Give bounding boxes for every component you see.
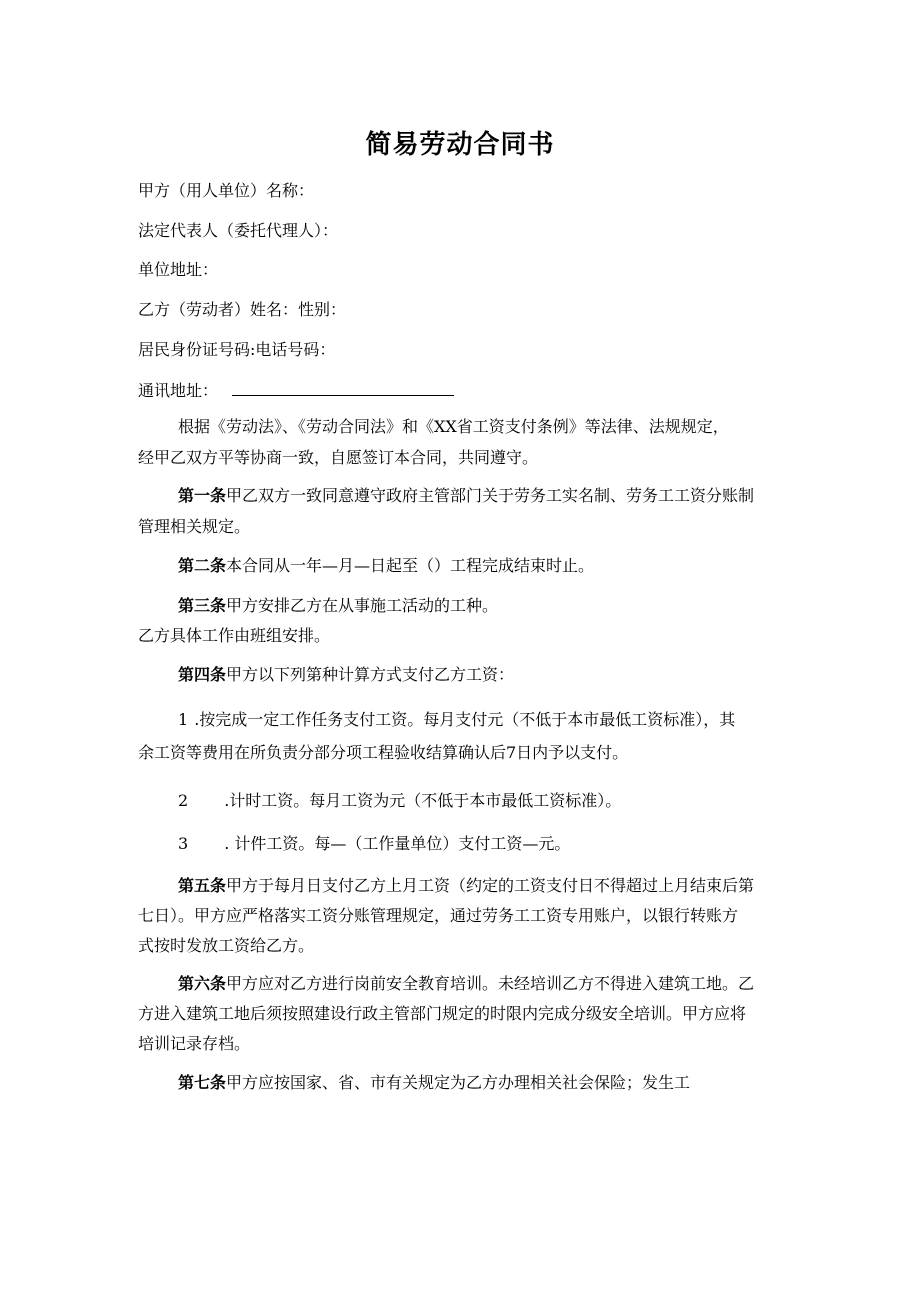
article-7-line-1 [178, 1072, 828, 1094]
article-5-line-2: 七日）。甲方应严格落实工资分账管理规定，通过劳务工工资专用账户，以银行转账方 [138, 906, 739, 925]
article-5-line-1 [178, 875, 828, 897]
article-6-line-3: 培训记录存档。 [138, 1034, 251, 1053]
address-field: 单位地址： [138, 260, 219, 279]
item-2-text: .计时工资。每月工资为元（不低于本市最低工资标准）。 [224, 791, 622, 810]
id-phone-field: 居民身份证号码:电话号码： [138, 340, 336, 359]
item-1-text: .按完成一定工作任务支付工资。每月支付元（不低于本市最低工资标准），其 [194, 710, 736, 729]
article-2-text: 本合同从一年—月—日起至（）工程完成结束时止。 [226, 556, 595, 575]
article-2-heading: 第二条 [178, 556, 227, 575]
article-6-line-1 [178, 973, 828, 995]
article-1-line-1 [178, 485, 828, 507]
article-6-text: 甲方应对乙方进行岗前安全教育培训。未经培训乙方不得进入建筑工地。乙 [226, 974, 755, 993]
article-6-line-2: 方进入建筑工地后须按照建设行政主管部门规定的时限内完成分级安全培训。甲方应将 [138, 1004, 747, 1023]
article-5-heading: 第五条 [178, 876, 227, 895]
article-1-line-2: 管理相关规定。 [138, 517, 251, 536]
item-3-text: . 计件工资。每—（工作量单位）支付工资—元。 [224, 834, 571, 853]
preamble-line-2: 经甲乙双方平等协商一致，自愿签订本合同，共同遵守。 [138, 448, 539, 467]
article-5-line-3: 式按时发放工资给乙方。 [138, 936, 315, 955]
item-3-number: 3 [178, 834, 189, 853]
article-4-heading: 第四条 [178, 665, 227, 684]
article-1-heading: 第一条 [178, 486, 227, 505]
article-4-text: 甲方以下列第种计算方式支付乙方工资： [226, 665, 515, 684]
mail-address-label: 通讯地址： [138, 381, 219, 400]
article-3-heading: 第三条 [178, 596, 227, 615]
item-1-number: 1 [178, 710, 189, 729]
preamble-line-1: 根据《劳动法》、《劳动合同法》和《XX省工资支付条例》等法律、法规规定， [178, 417, 729, 436]
document-title: 简易劳动合同书 [365, 130, 555, 160]
mail-address-blank-line [232, 379, 454, 396]
article-7-heading: 第七条 [178, 1073, 227, 1092]
item-1-line-1 [178, 709, 828, 731]
article-4-line-1 [178, 664, 828, 686]
article-5-text: 甲方于每月日支付乙方上月工资（约定的工资支付日不得超过上月结束后第 [226, 876, 755, 895]
party-a-field: 甲方（用人单位）名称： [138, 181, 315, 200]
article-7-text: 甲方应按国家、省、市有关规定为乙方办理相关社会保险；发生工 [226, 1073, 691, 1092]
item-2-line-1 [178, 790, 828, 812]
article-3-line-1 [178, 595, 828, 617]
mail-address-row [138, 379, 788, 402]
party-b-field: 乙方（劳动者）姓名：性别： [138, 300, 347, 319]
item-2-number: 2 [178, 791, 189, 810]
article-3-line-2: 乙方具体工作由班组安排。 [138, 626, 331, 645]
item-3-line-1 [178, 833, 828, 855]
article-2-line-1 [178, 555, 828, 577]
item-1-line-2: 余工资等费用在所负责分部分项工程验收结算确认后7日内予以支付。 [138, 743, 629, 762]
article-1-text: 甲乙双方一致同意遵守政府主管部门关于劳务工实名制、劳务工工资分账制 [226, 486, 755, 505]
legal-rep-field: 法定代表人（委托代理人）： [138, 221, 339, 240]
article-3-text: 甲方安排乙方在从事施工活动的工种。 [226, 596, 499, 615]
article-6-heading: 第六条 [178, 974, 227, 993]
